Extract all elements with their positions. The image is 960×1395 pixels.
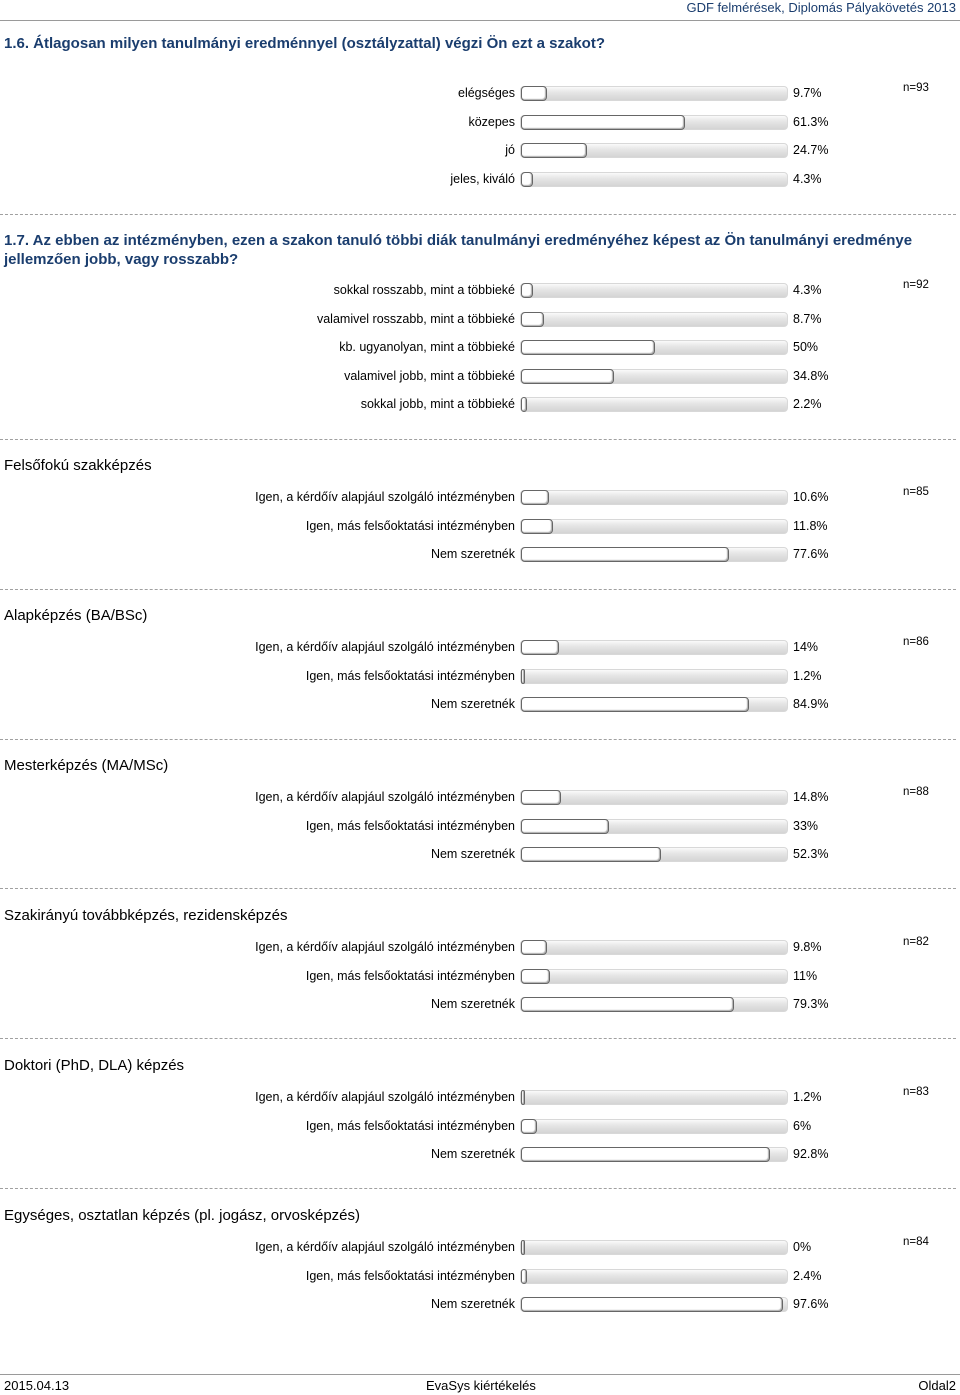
value-label: 10.6%	[793, 490, 829, 504]
value-label: 4.3%	[793, 171, 822, 186]
bar-track	[520, 640, 788, 655]
bar	[521, 115, 685, 130]
category-label: Igen, más felsőoktatási intézményben	[305, 1118, 515, 1133]
bar	[521, 1269, 527, 1284]
chart-title: Egységes, osztatlan képzés (pl. jogász, orvosképzés)	[4, 1207, 361, 1224]
category-label: Nem szeretnék	[430, 1297, 515, 1312]
category-label: Nem szeretnék	[430, 547, 515, 562]
value-label: 33%	[793, 818, 819, 833]
bar	[521, 143, 587, 158]
chart-title: Alapképzés (BA/BSc)	[4, 607, 148, 624]
bar-track	[520, 1269, 788, 1284]
section-divider	[0, 739, 956, 740]
bar	[521, 86, 547, 101]
category-label: Igen, a kérdőív alapjául szolgáló intézményben	[255, 490, 515, 504]
bar	[521, 172, 533, 187]
value-label: 79.3%	[793, 997, 829, 1012]
bar-track	[520, 312, 788, 327]
bar	[521, 640, 559, 655]
category-label: Igen, más felsőoktatási intézményben	[305, 818, 515, 833]
value-label: 24.7%	[793, 143, 829, 158]
value-label: 50%	[793, 340, 819, 355]
category-label: Igen, a kérdőív alapjául szolgáló intézményben	[255, 790, 515, 804]
header-note: GDF felmérések, Diplomás Pályakövetés 2013	[686, 0, 956, 15]
bar-track	[520, 969, 788, 984]
value-label: 2.2%	[793, 397, 822, 412]
bar	[521, 1090, 525, 1105]
category-label: Igen, a kérdőív alapjául szolgáló intézményben	[255, 1090, 515, 1104]
value-label: 11%	[793, 968, 818, 983]
value-label: 92.8%	[793, 1147, 829, 1162]
section-divider	[0, 888, 956, 889]
value-label: 97.6%	[793, 1297, 829, 1312]
bar	[521, 969, 550, 984]
bar	[521, 312, 544, 327]
section-divider	[0, 1188, 956, 1189]
bar-track	[520, 369, 788, 384]
bar-track	[520, 172, 788, 187]
sample-size: n=92	[903, 279, 929, 291]
chart-title: Doktori (PhD, DLA) képzés	[4, 1057, 185, 1074]
category-label: Igen, a kérdőív alapjául szolgáló intézményben	[255, 640, 515, 654]
sample-size: n=88	[903, 786, 929, 798]
value-label: 1.2%	[793, 1090, 822, 1104]
value-label: 0%	[793, 1240, 812, 1254]
value-label: 34.8%	[793, 368, 829, 383]
sample-size: n=85	[903, 486, 929, 498]
chart-title: 1.7. Az ebben az intézményben, ezen a szakon tanuló többi diák tanulmányi eredményéhez képest az Ön tanulmányi eredménye jellemzően jobb, vagy rosszabb?	[4, 232, 913, 268]
value-label: 14%	[793, 640, 819, 654]
footer-date: 2015.04.13	[4, 1378, 70, 1393]
bar	[521, 669, 525, 684]
footer-rule	[0, 1374, 960, 1375]
bar	[521, 1297, 783, 1312]
bar	[521, 997, 734, 1012]
bar-track	[520, 397, 788, 412]
bar	[521, 369, 614, 384]
bar-track	[520, 1147, 788, 1162]
bar	[521, 1147, 770, 1162]
footer-center: EvaSys kiértékelés	[426, 1378, 536, 1393]
bar-track	[520, 490, 788, 505]
category-label: Igen, más felsőoktatási intézményben	[305, 968, 515, 983]
section-divider	[0, 214, 956, 215]
category-label: jó	[505, 143, 515, 158]
category-label: Igen, más felsőoktatási intézményben	[305, 668, 515, 683]
chart-title: Szakirányú továbbképzés, rezidensképzés	[4, 907, 288, 924]
chart-title: 1.6. Átlagosan milyen tanulmányi eredménnyel (osztályzattal) végzi Ön ezt a szakot?	[4, 35, 606, 52]
bar-track	[520, 340, 788, 355]
category-label: valamivel rosszabb, mint a többieké	[316, 311, 515, 326]
value-label: 61.3%	[793, 114, 829, 129]
sample-size: n=82	[903, 936, 929, 948]
category-label: valamivel jobb, mint a többieké	[344, 368, 515, 383]
category-label: jeles, kiváló	[450, 171, 515, 186]
value-label: 6%	[793, 1118, 812, 1133]
sample-size: n=84	[903, 1236, 929, 1248]
bar-track	[520, 547, 788, 562]
header-rule	[0, 20, 960, 21]
category-label: Igen, a kérdőív alapjául szolgáló intézményben	[255, 940, 515, 954]
bar	[521, 490, 549, 505]
bar	[521, 547, 729, 562]
bar-track	[520, 940, 788, 955]
category-label: sokkal rosszabb, mint a többieké	[333, 283, 515, 297]
section-divider	[0, 439, 956, 440]
value-label: 4.3%	[793, 283, 822, 297]
category-label: Nem szeretnék	[430, 697, 515, 712]
value-label: 2.4%	[793, 1268, 822, 1283]
value-label: 52.3%	[793, 847, 829, 862]
bar	[521, 697, 749, 712]
category-label: Nem szeretnék	[430, 847, 515, 862]
bar-track	[520, 1119, 788, 1134]
bar-track	[520, 669, 788, 684]
category-label: Igen, más felsőoktatási intézményben	[305, 1268, 515, 1283]
bar-track	[520, 86, 788, 101]
value-label: 77.6%	[793, 547, 829, 562]
footer-page: Oldal2	[918, 1378, 956, 1393]
bar	[521, 1119, 537, 1134]
bar-track	[520, 997, 788, 1012]
bar	[521, 790, 561, 805]
sample-size: n=93	[903, 82, 929, 94]
value-label: 14.8%	[793, 790, 829, 804]
bar-track	[520, 115, 788, 130]
bar-track	[520, 1297, 788, 1312]
bar	[521, 819, 609, 834]
category-label: Nem szeretnék	[430, 1147, 515, 1162]
bar-track	[520, 819, 788, 834]
chart-title: Felsőfokú szakképzés	[4, 457, 152, 474]
bar	[521, 940, 547, 955]
bar-track	[520, 847, 788, 862]
bar	[521, 340, 655, 355]
category-label: sokkal jobb, mint a többieké	[360, 397, 515, 412]
sample-size: n=86	[903, 636, 929, 648]
value-label: 9.7%	[793, 86, 822, 100]
bar-track	[520, 519, 788, 534]
bar	[521, 519, 553, 534]
bar	[521, 283, 533, 298]
bar	[521, 1240, 525, 1255]
chart-title: Mesterképzés (MA/MSc)	[4, 757, 169, 774]
section-divider	[0, 1038, 956, 1039]
value-label: 1.2%	[793, 668, 822, 683]
category-label: Igen, más felsőoktatási intézményben	[305, 518, 515, 533]
bar-track	[520, 1240, 788, 1255]
category-label: Igen, a kérdőív alapjául szolgáló intézményben	[255, 1240, 515, 1254]
bar-track	[520, 790, 788, 805]
section-divider	[0, 589, 956, 590]
bar-track	[520, 143, 788, 158]
category-label: közepes	[468, 114, 515, 129]
value-label: 11.8%	[793, 518, 828, 533]
sample-size: n=83	[903, 1086, 929, 1098]
value-label: 8.7%	[793, 311, 822, 326]
value-label: 9.8%	[793, 940, 822, 954]
bar-track	[520, 283, 788, 298]
bar-track	[520, 1090, 788, 1105]
value-label: 84.9%	[793, 697, 829, 712]
category-label: kb. ugyanolyan, mint a többieké	[339, 340, 515, 355]
category-label: Nem szeretnék	[430, 997, 515, 1012]
bar	[521, 397, 527, 412]
bar-track	[520, 697, 788, 712]
category-label: elégséges	[458, 86, 515, 100]
bar	[521, 847, 661, 862]
